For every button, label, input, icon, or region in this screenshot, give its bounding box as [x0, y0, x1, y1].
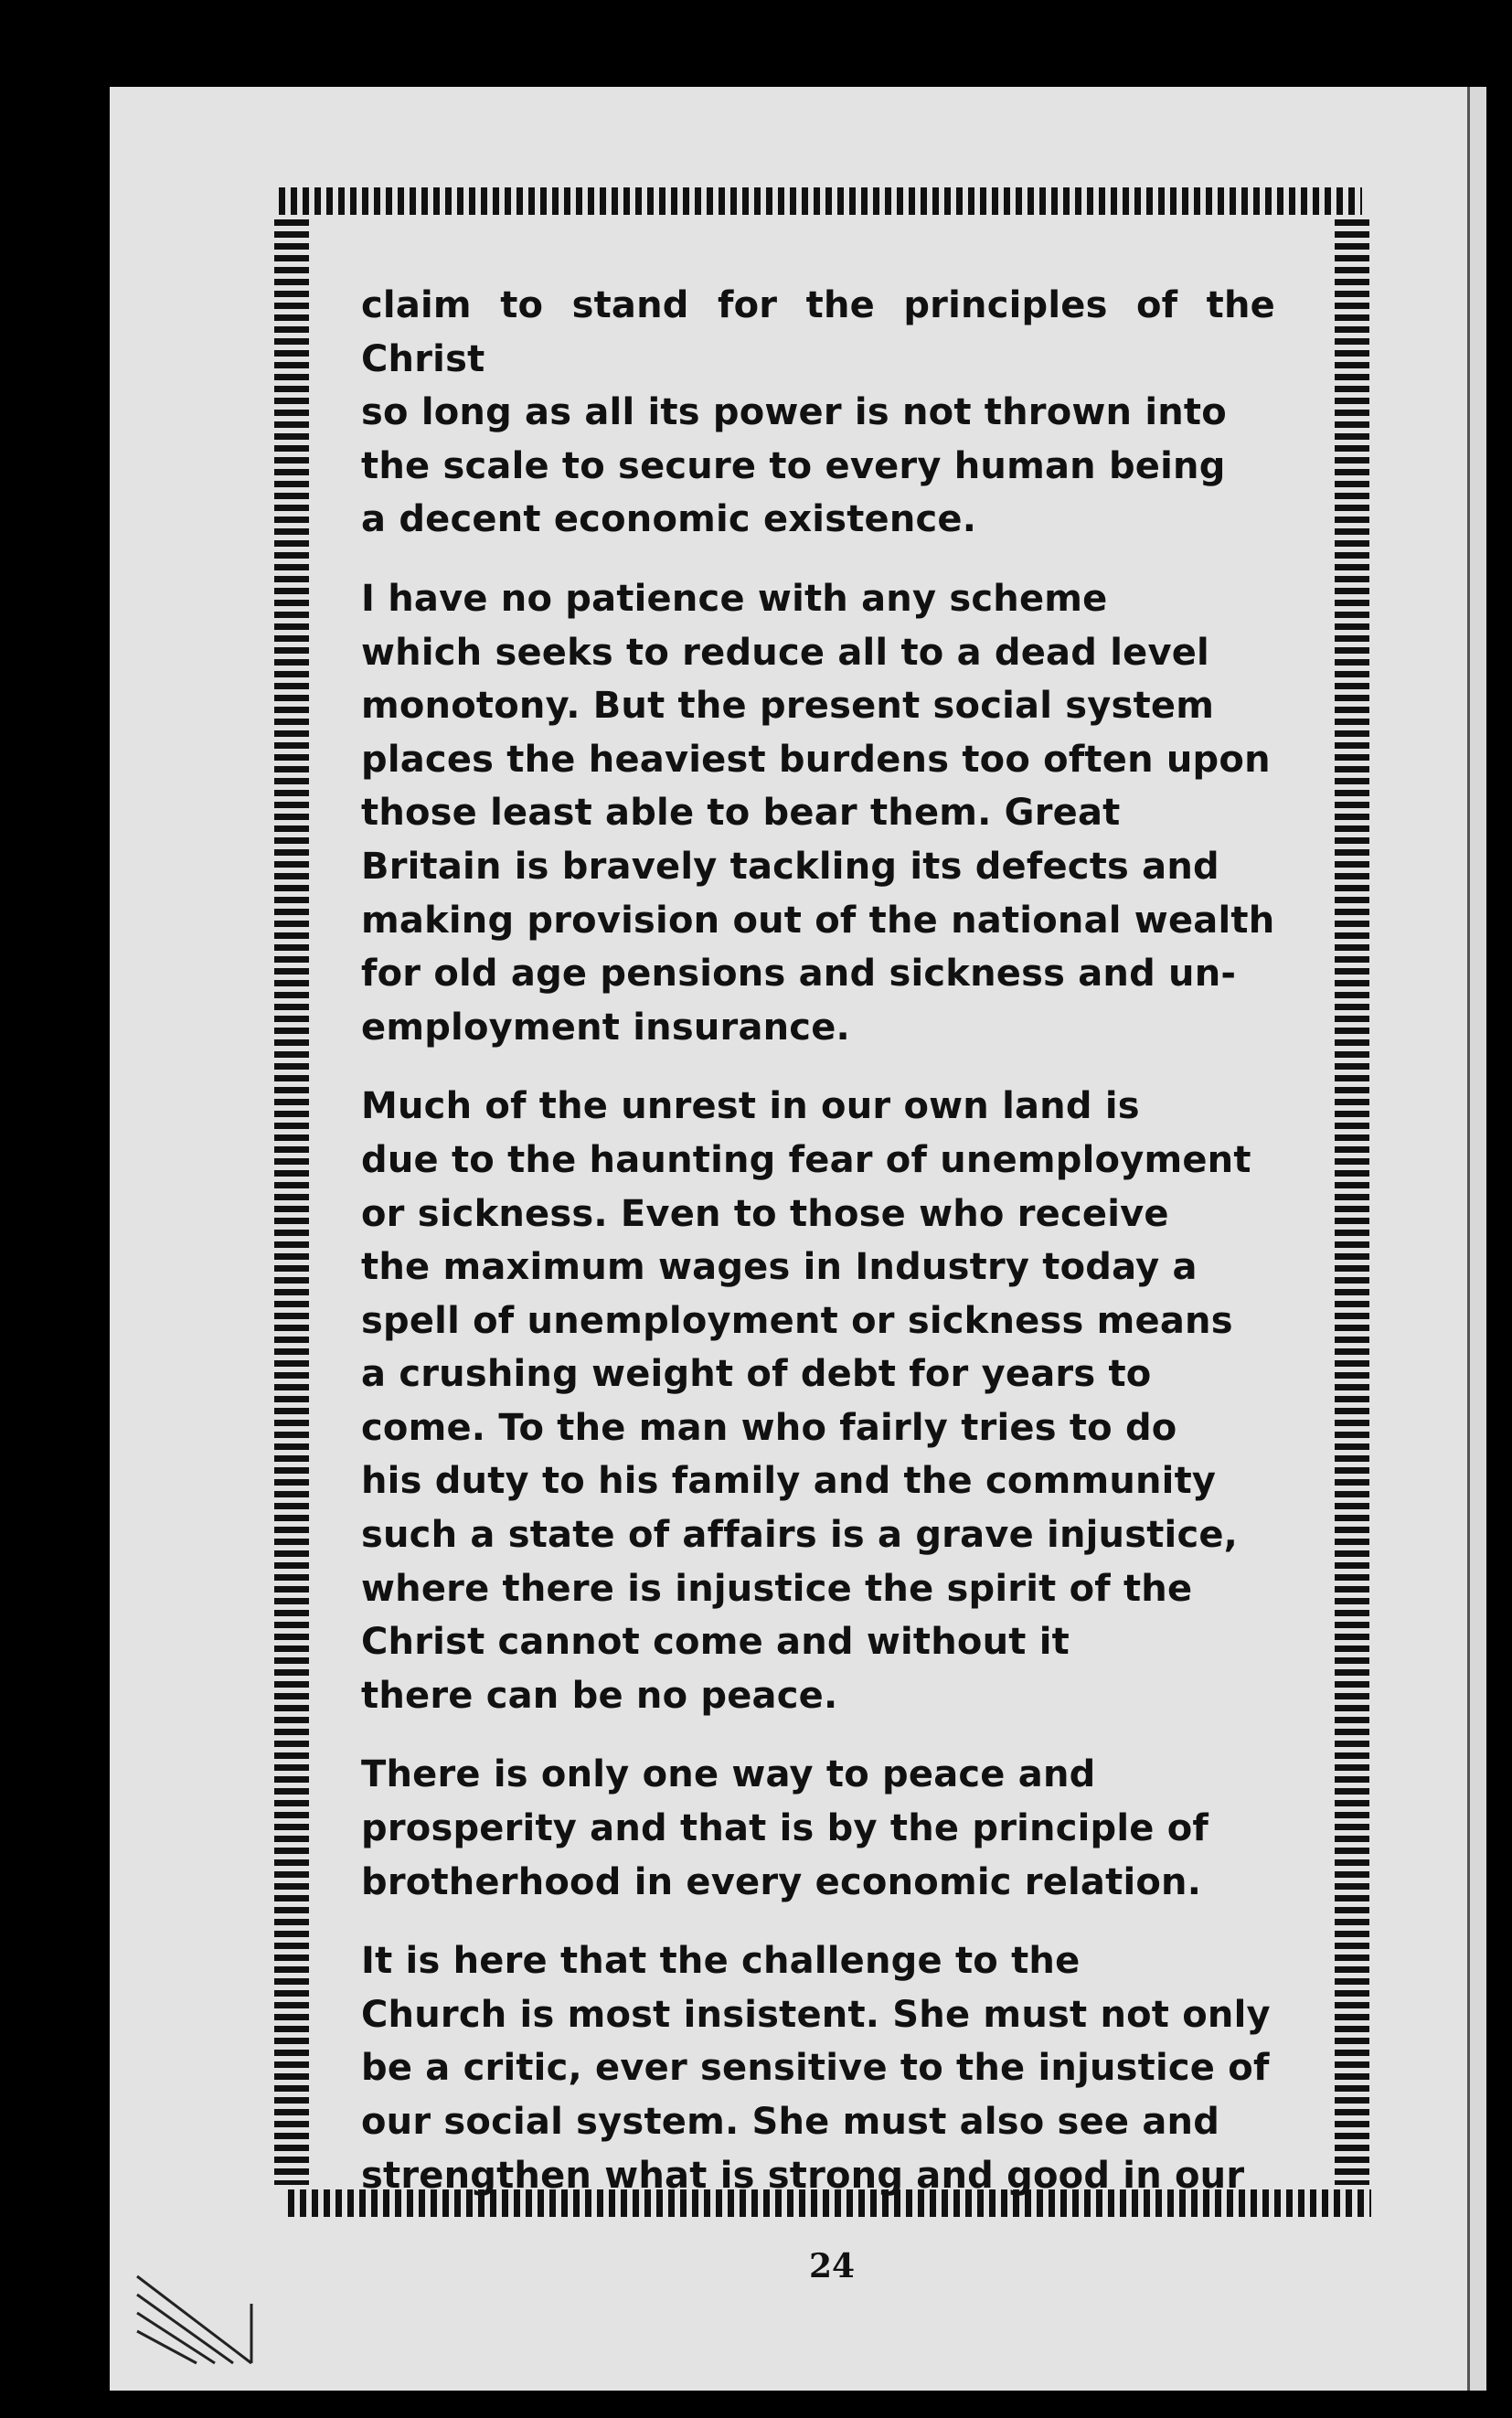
page-number: 24: [808, 2247, 856, 2285]
body-text: [361, 279, 1275, 2228]
paragraph: I have no patience with any scheme which seeks to reduce all to a dead level monotony. But the present social system places the heaviest burdens too often upon those least able to bear them. Great Britain is bravely tackling its defects and making provision out of the national wealth for old age pensions and sickness and un- employment insurance.: [361, 577, 1275, 1049]
decorative-border-right: [1335, 219, 1369, 2185]
decorative-border-left: [274, 219, 309, 2185]
page-corner-fold-icon: [133, 2267, 261, 2368]
paragraph: It is here that the challenge to the Church is most insistent. She must not only be a critic, ever sensitive to the injustice of our social system. She must also see and strengthen what is strong and good in our: [361, 1940, 1271, 2197]
decorative-border-top: [279, 187, 1362, 215]
adjacent-page-edge: [1467, 87, 1486, 2391]
paragraph: claim to stand for the principles of the Christ so long as all its power is not thrown into the scale to secure to every human being a decent economic existence.: [361, 284, 1275, 541]
paragraph: Much of the unrest in our own land is due to the haunting fear of unemployment or sickness. Even to those who receive the maximum wages in Industry today a spell of unemployment or sickness means a crushing weight of debt for years to come. To the man who fairly tries to do his duty to his family and the community such a state of affairs is a grave injustice, where there is injustice the spirit of the Christ cannot come and without it there can be no peace.: [361, 1085, 1251, 1717]
paragraph: There is only one way to peace and prosperity and that is by the principle of brotherhood in every economic relation.: [361, 1753, 1209, 1903]
